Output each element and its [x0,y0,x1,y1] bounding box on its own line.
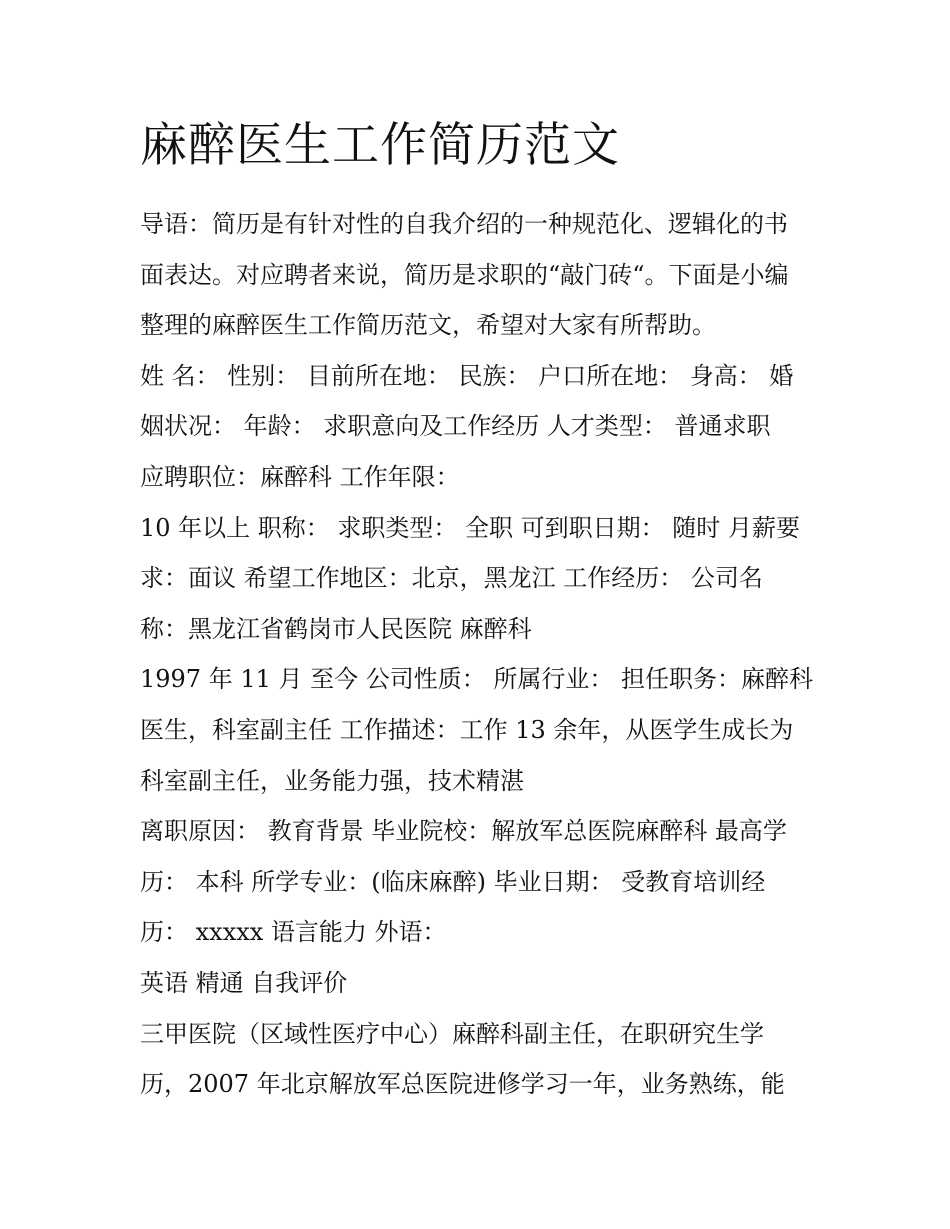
body-line-education-2: 历： 本科 所学专业：(临床麻醉) 毕业日期： 受教育培训经 [140,867,766,896]
body-line-education-1: 离职原因： 教育背景 毕业院校：解放军总医院麻醉科 最高学 [140,817,787,846]
body-line-self-eval-heading: 英语 精通 自我评价 [140,968,348,997]
body-line-personal-info-1: 姓 名： 性别： 目前所在地： 民族： 户口所在地： 身高： 婚 [140,361,794,390]
document-body [140,199,830,1110]
body-line-intro-2: 面表达。对应聘者来说，简历是求职的“敲门砖“。下面是小编 [140,260,789,289]
body-line-experience-1: 1997 年 11 月 至今 公司性质： 所属行业： 担任职务：麻醉科 [140,665,814,694]
document-title: 麻醉医生工作简历范文 [140,118,620,173]
body-line-position: 应聘职位：麻醉科 工作年限： [140,462,460,491]
body-line-job-intent-1: 10 年以上 职称： 求职类型： 全职 可到职日期： 随时 月薪要 [140,513,800,542]
body-line-experience-3: 科室副主任，业务能力强，技术精湛 [140,766,524,795]
body-line-intro-1: 导语：简历是有针对性的自我介绍的一种规范化、逻辑化的书 [140,210,788,238]
body-line-personal-info-2: 姻状况： 年龄： 求职意向及工作经历 人才类型： 普通求职 [140,412,771,441]
body-line-language: 历： xxxxx 语言能力 外语： [140,918,447,947]
body-line-intro-3: 整理的麻醉医生工作简历范文，希望对大家有所帮助。 [140,311,716,340]
body-line-experience-2: 医生，科室副主任 工作描述：工作 13 余年，从医学生成长为 [140,715,794,744]
body-line-self-eval-2: 历，2007 年北京解放军总医院进修学习一年，业务熟练，能 [140,1070,785,1099]
body-line-self-eval-1: 三甲医院（区域性医疗中心）麻醉科副主任，在职研究生学 [140,1019,764,1048]
body-line-job-intent-2: 求：面议 希望工作地区：北京，黑龙江 工作经历： 公司名 [140,564,763,593]
body-line-company: 称：黑龙江省鹤岗市人民医院 麻醉科 [140,614,532,643]
